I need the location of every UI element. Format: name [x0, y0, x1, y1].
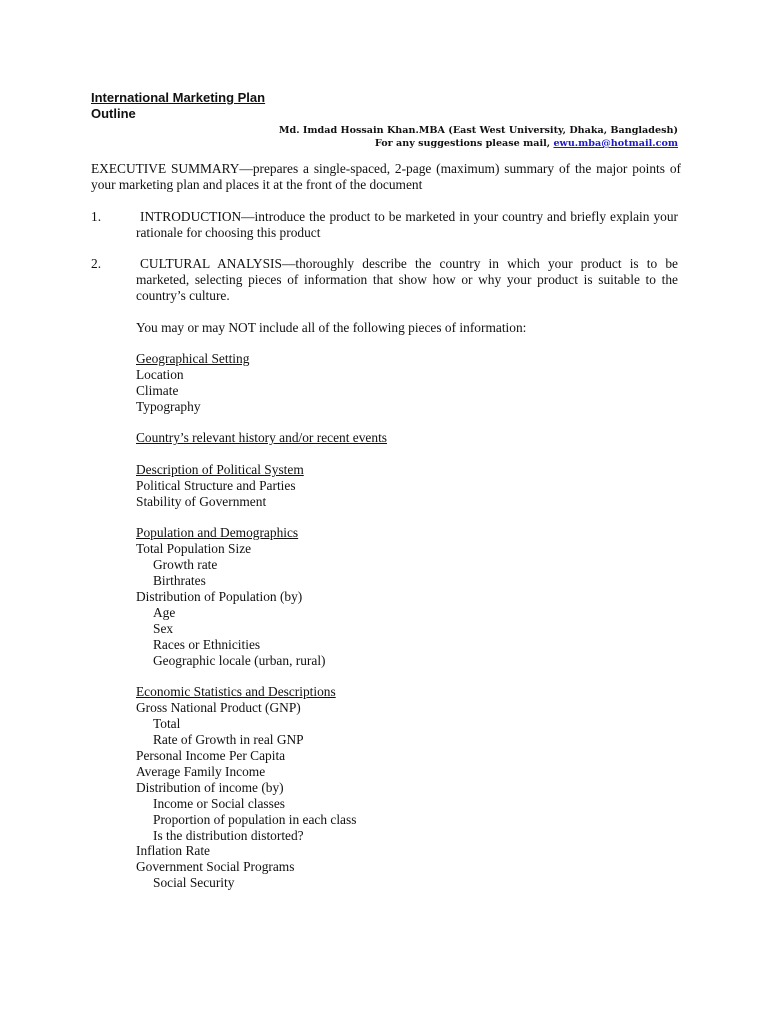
document-title: International Marketing Plan: [91, 90, 266, 105]
sub-list-item: Geographic locale (urban, rural): [153, 653, 326, 668]
geo-heading: Geographical Setting: [136, 351, 250, 366]
history-heading: Country’s relevant history and/or recent events: [136, 430, 388, 445]
document-subtitle: Outline: [91, 106, 136, 121]
population-heading: Population and Demographics: [136, 525, 299, 540]
sub-list-item: Income or Social classes: [153, 796, 286, 811]
info-note: You may or may NOT include all of the following pieces of information:: [136, 320, 527, 335]
sub-list-item: Birthrates: [153, 573, 206, 588]
item-1-number: 1.: [91, 209, 102, 224]
email-link[interactable]: ewu.mba@hotmail.com: [553, 138, 678, 149]
list-item: Political Structure and Parties: [136, 478, 296, 493]
item-1-text: INTRODUCTION—introduce the product to be marketed in your country and briefly explain your rationale for choosing this product: [136, 209, 678, 240]
list-item: Distribution of income (by): [136, 780, 284, 795]
sub-list-item: Rate of Growth in real GNP: [153, 732, 304, 747]
list-item: Location: [136, 367, 184, 382]
political-heading: Description of Political System: [136, 462, 304, 477]
item-2-text: CULTURAL ANALYSIS—thoroughly describe the country in which your product is to be marketed, selecting pieces of information that show how or why your product is suitable to the country’s culture.: [136, 256, 678, 303]
sub-list-item: Total: [153, 716, 181, 731]
contact-line: [375, 137, 678, 150]
sub-list-item: Sex: [153, 621, 174, 636]
item-2-number: 2.: [91, 256, 102, 271]
sub-list-item: Social Security: [153, 875, 235, 890]
sub-list-item: Growth rate: [153, 557, 218, 572]
contact-prefix: For any suggestions please mail,: [374, 138, 554, 149]
author-byline: Md. Imdad Hossain Khan.MBA (East West University, Dhaka, Bangladesh): [278, 125, 678, 136]
sub-list-item: Is the distribution distorted?: [153, 828, 304, 843]
executive-summary: EXECUTIVE SUMMARY—prepares a single-spaced, 2-page (maximum) summary of the major points of your marketing plan and places it at the front of the document: [91, 161, 681, 192]
list-item: Government Social Programs: [136, 859, 295, 874]
list-item: Typography: [136, 399, 201, 414]
list-item: Total Population Size: [136, 541, 252, 556]
economic-heading: Economic Statistics and Descriptions: [136, 684, 336, 699]
sub-list-item: Proportion of population in each class: [153, 812, 357, 827]
list-item: Gross National Product (GNP): [136, 700, 301, 715]
list-item: Stability of Government: [136, 494, 267, 509]
sub-list-item: Age: [153, 605, 176, 620]
sub-list-item: Races or Ethnicities: [153, 637, 261, 652]
list-item: Inflation Rate: [136, 843, 210, 858]
list-item: Average Family Income: [136, 764, 266, 779]
list-item: Personal Income Per Capita: [136, 748, 286, 763]
list-item: Climate: [136, 383, 179, 398]
list-item: Distribution of Population (by): [136, 589, 303, 604]
